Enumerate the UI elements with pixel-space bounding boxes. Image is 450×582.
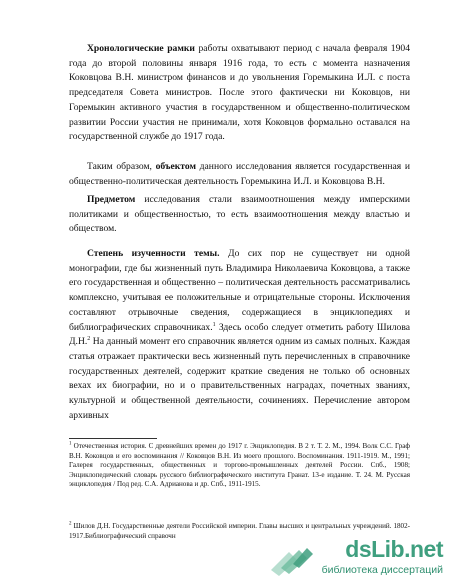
- footnote-text-2: Шилов Д.Н. Государственные деятели Российской империи. Главы высших и центральных учреждений. 1802-1917.Библиографический справочн: [69, 522, 410, 540]
- watermark-subtitle: библиотека диссертаций: [321, 564, 443, 576]
- footnote-ref-1[interactable]: 1: [212, 321, 216, 328]
- chronology-heading: Хронологические рамки: [87, 43, 195, 54]
- chronology-text: работы охватывают период с начала февраля 1904 года до второй половины января 1916 года, то есть с момента назначения Коковцова В.Н. министром финансов и до увольнения Горемыкина И.Л. с поста председателя Совета министров. После этого фактически ни Коковцов, ни Горемыкин активного участия в государственном и общественно-политическом развитии России участия не принимали, хотя Коковцов формально оставался на государственной службе до 1917 года.: [69, 43, 410, 143]
- research-degree-text-a: До сих пор не существует ни одной монографии, где бы жизненный путь Владимира Николаевича Коковцова, а также его государственная и общественно – политическая деятельность рассматривались комплексно, учитывая ее положительные и отрицательные стороны. Исключения составляют отрывочные сведения, содержащиеся в энциклопедиях и библиографических справочниках.: [69, 248, 410, 333]
- paragraph-chronology: [69, 42, 410, 145]
- paragraph-subject: [69, 193, 410, 237]
- footnote-divider: [69, 438, 157, 439]
- subject-text: исследования стали взаимоотношения между имперскими политиками и общественностью, то есть взаимоотношения между властью и обществом.: [69, 194, 410, 235]
- research-degree-text-c: На данный момент его справочник является одним из самых полных. Каждая статья отражает практически весь жизненный путь перечисленных в справочнике государственных деятелей, содержит краткие сведения не только об основных вехах их биографии, но и о правительственных наградах, почетных званиях, культурной и общественной деятельности, сочинениях. Перечисление автором архивных: [69, 336, 410, 421]
- book-stack-icon: [267, 540, 315, 576]
- footnote-text-1: Отечественная история. С древнейших времен до 1917 г. Энциклопедия. В 2 т. Т. 2. М., 1994. Волк С.С. Граф В.Н. Коковцов и его воспоминания // Коковцов В.Н. Из моего прошлого. Воспоминания. 1911-1919. М., 1991; Галерея государственных, общественных и торгово-промышленных деятелей России. Спб., 1908; Энциклопедический словарь русского библиографического института Гранат. 13-е издание. Т. 24. М. Русская энциклопедия / Под ред. С.А. Адрианова и др. Спб., 1911-1915.: [69, 442, 410, 489]
- watermark-title: dsLib.net: [345, 536, 443, 562]
- object-heading: объектом: [155, 161, 197, 172]
- object-text: данного исследования является государственная и общественно-политическая деятельность Горемыкина И.Л. и Коковцова В.Н.: [69, 161, 410, 187]
- footnote-number-1: 1: [69, 441, 72, 447]
- object-lead: Таким образом,: [87, 161, 156, 172]
- research-degree-text-b: Здесь особо следует отметить работу Шилова Д.Н.: [69, 321, 410, 348]
- subject-heading: Предметом: [87, 194, 136, 205]
- footnote-1: [69, 442, 410, 490]
- footnote-number-2: 2: [69, 521, 72, 527]
- footnote-ref-2[interactable]: 2: [87, 336, 91, 343]
- paragraph-research-degree: [69, 247, 410, 423]
- dslib-watermark[interactable]: [267, 536, 447, 580]
- paragraph-object: [69, 160, 410, 189]
- research-degree-heading: Степень изученности темы.: [87, 248, 220, 259]
